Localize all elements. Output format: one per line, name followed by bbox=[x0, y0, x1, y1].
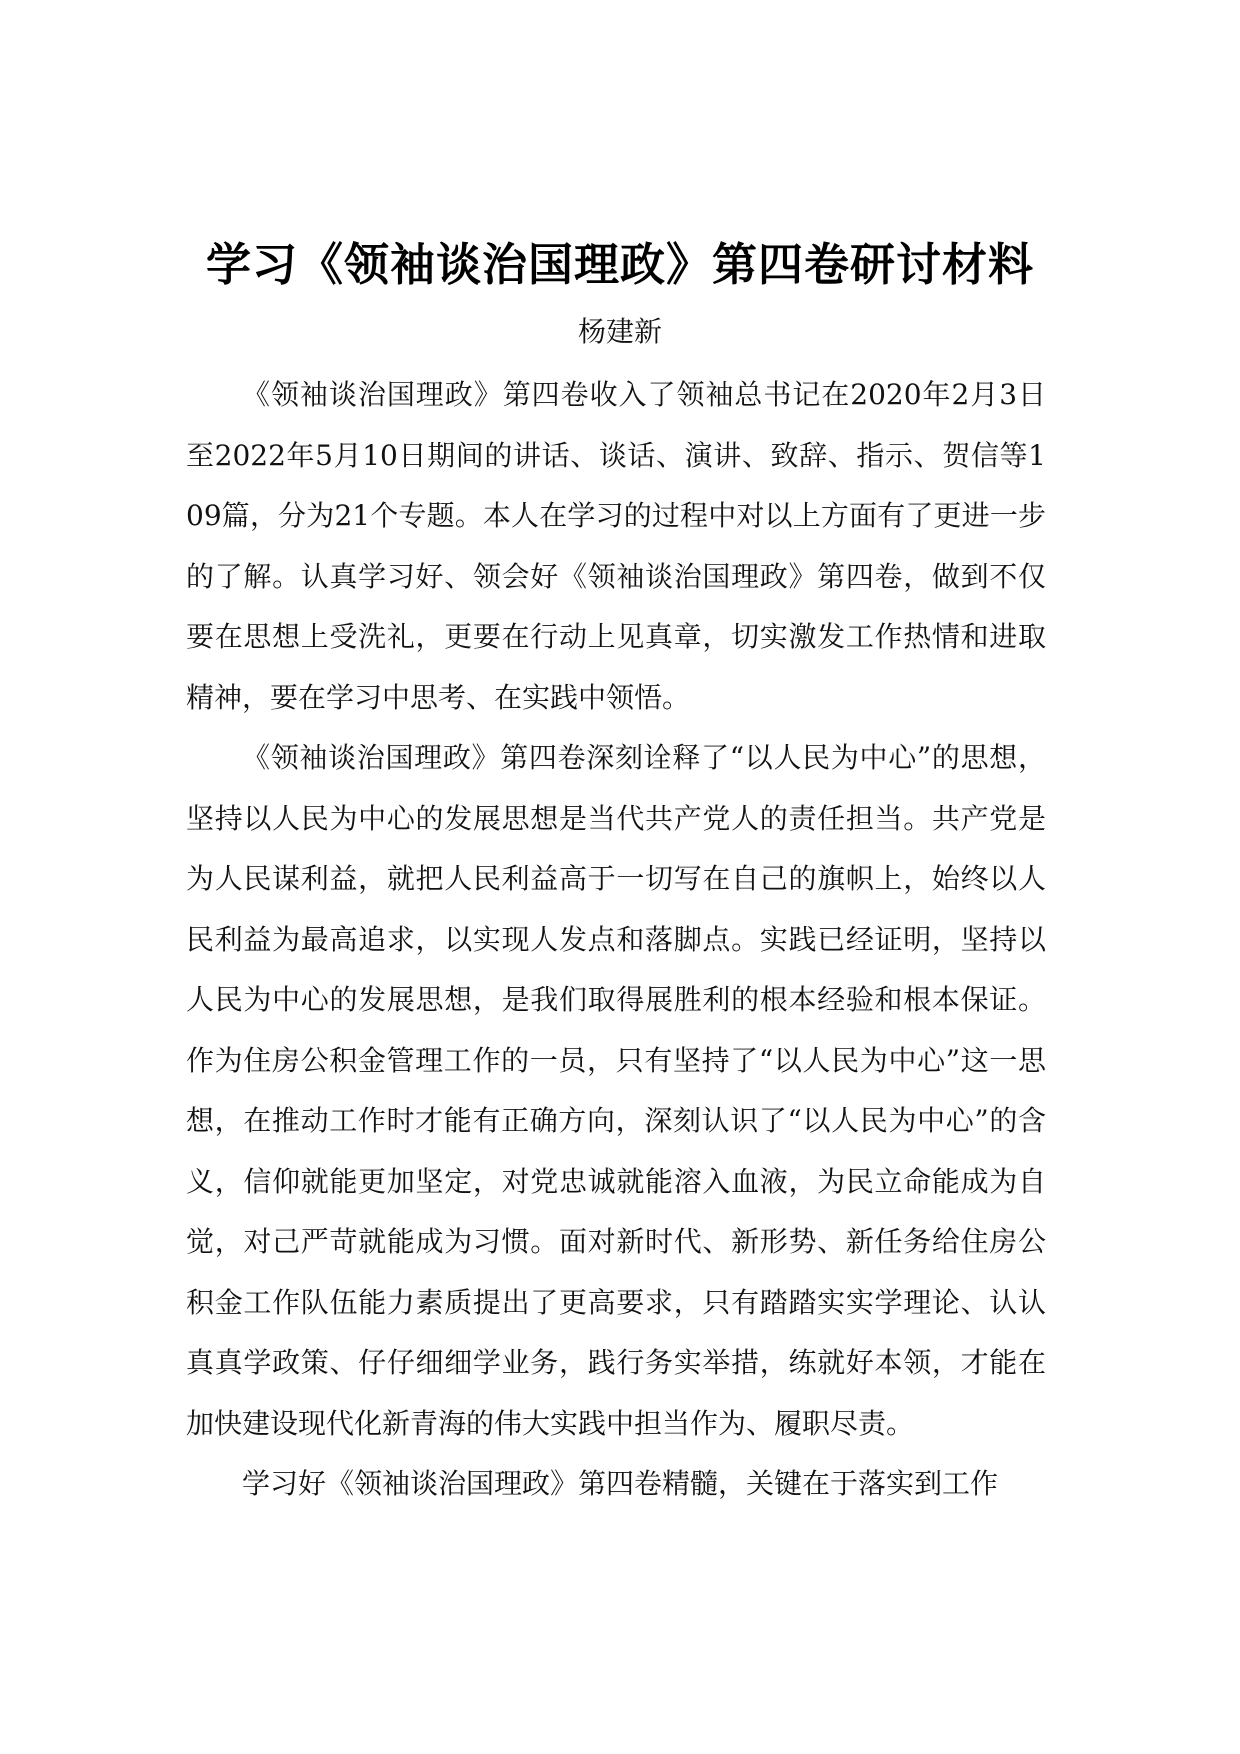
document-author: 杨建新 bbox=[577, 315, 662, 348]
paragraph-2: 《领袖谈治国理政》第四卷深刻诠释了“以人民为中心”的思想，坚持以人民为中心的发展思想是当代共产党人的责任担当。共产党是为人民谋利益，就把人民利益高于一切写在自己的旗帜上，始终以人民利益为最高追求，以实现人发点和落脚点。实践已经证明，坚持以人民为中心的发展思想，是我们取得展胜利的根本经验和根本保证。作为住房公积金管理工作的一员，只有坚持了“以人民为中心”这一思想，在推动工作时才能有正确方向，深刻认识了“以人民为中心”的含义，信仰就能更加坚定，对党忠诚就能溶入血液，为民立命能成为自觉，对己严苛就能成为习惯。面对新时代、新形势、新任务给住房公积金工作队伍能力素质提出了更高要求，只有踏踏实实学理论、认认真真学政策、仔仔细细学业务，践行务实举措，练就好本领，才能在加快建设现代化新青海的伟大实践中担当作为、履职尽责。 bbox=[186, 741, 1046, 1440]
paragraph-3: 学习好《领袖谈治国理政》第四卷精髓，关键在于落实到工作 bbox=[242, 1467, 999, 1500]
document-title: 学习《领袖谈治国理政》第四卷研讨材料 bbox=[205, 238, 1034, 291]
paragraph-1: 《领袖谈治国理政》第四卷收入了领袖总书记在2020年2月3日至2022年5月10日期间的讲话、谈话、演讲、致辞、指示、贺信等109篇，分为21个专题。本人在学习的过程中对以上方面有了更进一步的了解。认真学习好、领会好《领袖谈治国理政》第四卷，做到不仅要在思想上受洗礼，更要在行动上见真章，切实激发工作热情和进取精神，要在学习中思考、在实践中领悟。 bbox=[186, 378, 1046, 714]
document-body bbox=[186, 365, 1046, 1515]
